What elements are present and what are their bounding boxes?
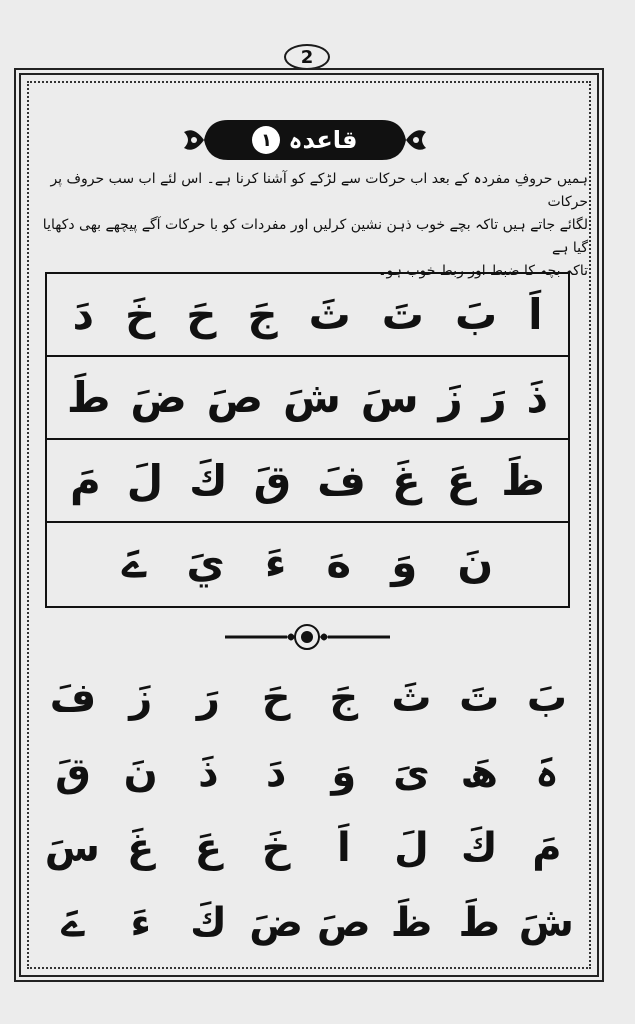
letter-glyph: ءَ (264, 538, 287, 587)
lesson-title (252, 126, 357, 154)
letter-glyph: لَ (126, 455, 164, 505)
letter-glyph: نَ (457, 538, 494, 587)
intro-line: تاکہ بچہ کا ضبط اور ربط خوب ہو۔ (378, 263, 588, 279)
intro-line: ہمیں حروفِ مفردہ کے بعد اب حرکات سے لڑکے کو آشنا کرنا ہے۔ اس لئے اب سب حروف پر حرکات (50, 171, 588, 210)
letter-glyph: غَ (391, 455, 421, 505)
letter-glyph: فَ (49, 674, 97, 721)
letter-glyph: مَ (69, 455, 101, 505)
letter-glyph: زَ (438, 372, 463, 422)
letter-glyph: بَ (454, 289, 498, 339)
mixed-letters-practice (40, 660, 580, 960)
letter-glyph: ہَ (535, 749, 559, 796)
letter-glyph: یَ (393, 749, 430, 796)
letter-glyph: حَ (261, 674, 291, 721)
letter-glyph: طَ (66, 372, 111, 422)
letter-glyph: ےَ (121, 538, 147, 587)
letter-glyph: نَ (123, 749, 158, 796)
letter-glyph: شَ (518, 899, 574, 946)
letter-glyph: طَ (458, 899, 500, 946)
ornamental-divider (225, 622, 390, 652)
letter-glyph: رَ (482, 372, 507, 422)
letter-glyph: ظَ (390, 899, 433, 946)
letter-glyph: ھَ (460, 749, 498, 796)
letter-glyph: اَ (336, 824, 351, 871)
lesson-title-banner (180, 112, 430, 168)
letter-glyph: قَ (55, 749, 91, 796)
letter-glyph: كَ (190, 899, 227, 946)
letter-glyph: ضَ (130, 372, 187, 422)
letter-glyph: قَ (253, 455, 292, 505)
letter-glyph: لَ (394, 824, 429, 871)
letter-glyph: صَ (206, 372, 264, 422)
grid-row (47, 357, 568, 440)
letter-glyph: وَ (391, 538, 418, 587)
letter-glyph: عَ (194, 824, 223, 871)
letter-glyph: دَ (72, 289, 95, 339)
letter-glyph: غَ (127, 824, 155, 871)
letter-glyph: هَ (326, 538, 352, 587)
letter-glyph: دَ (265, 749, 287, 796)
letter-glyph: كَ (189, 455, 228, 505)
practice-row (40, 885, 580, 960)
intro-line: لگائے جاتے ہیں تاکہ بچے خوب ذہن نشین کرلیں اور مفردات کو با حرکات آگے پیچھے بھی دکھایا گیا ہے (42, 217, 588, 256)
letter-glyph: سَ (360, 372, 419, 422)
page-number: 2 (284, 44, 330, 70)
letter-glyph: ذَ (198, 749, 219, 796)
letter-glyph: ءَ (130, 899, 151, 946)
letter-glyph: حَ (186, 289, 217, 339)
letter-glyph: زَ (129, 674, 153, 721)
letter-glyph: كَ (460, 824, 498, 871)
letter-glyph: عَ (446, 455, 476, 505)
letters-with-fatha-grid (45, 272, 570, 608)
letter-glyph: ذَ (526, 372, 549, 422)
practice-row (40, 810, 580, 885)
letter-glyph: سَ (44, 824, 100, 871)
letter-glyph: شَ (282, 372, 341, 422)
letter-glyph: تَ (381, 289, 424, 339)
letter-glyph: رَ (196, 674, 220, 721)
grid-row (47, 274, 568, 357)
grid-row (47, 440, 568, 523)
letter-glyph: يَ (186, 538, 225, 587)
letter-glyph: خَ (124, 289, 156, 339)
practice-row (40, 735, 580, 810)
letter-glyph: ےَ (61, 899, 85, 946)
letter-glyph: تَ (459, 674, 500, 721)
letter-glyph: صَ (316, 899, 371, 946)
letter-glyph: جَ (329, 674, 359, 721)
intro-paragraph (40, 168, 588, 283)
letter-glyph: ثَ (391, 674, 432, 721)
letter-glyph: ثَ (308, 289, 351, 339)
letter-glyph: ظَ (501, 455, 545, 505)
letter-glyph: اَ (528, 289, 543, 339)
grid-row (47, 523, 568, 603)
practice-row (40, 660, 580, 735)
letter-glyph: مَ (532, 824, 562, 871)
letter-glyph: ضَ (249, 899, 304, 946)
lesson-number: ١ (252, 126, 280, 154)
lesson-title-text: قاعدہ (288, 126, 358, 154)
letter-glyph: بَ (526, 674, 568, 721)
letter-glyph: خَ (261, 824, 291, 871)
letter-glyph: وَ (331, 749, 357, 796)
letter-glyph: فَ (317, 455, 366, 505)
letter-glyph: جَ (247, 289, 278, 339)
